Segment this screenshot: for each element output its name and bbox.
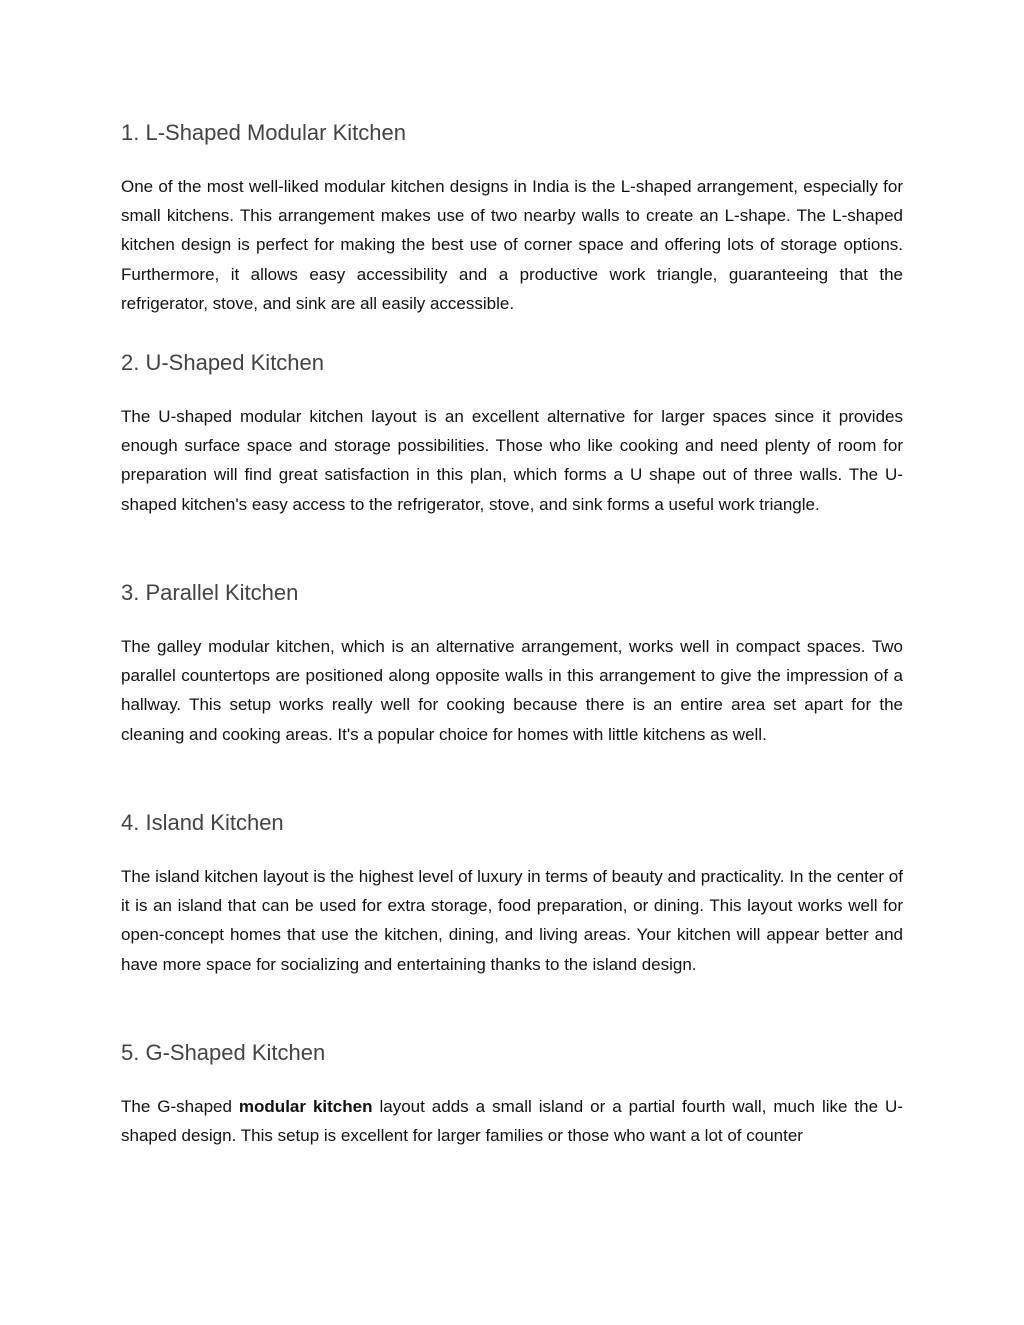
bold-keyword-modular-kitchen: modular kitchen	[238, 1097, 373, 1116]
section-paragraph: One of the most well-liked modular kitchen designs in India is the L-shaped arrangement, especially for small kitchens. This arrangement makes use of two nearby walls to create an L-shape. The L-shaped kitchen design is perfect for making the best use of corner space and offering lots of storage options. Furthermore, it allows easy accessibility and a productive work triangle, guaranteeing that the refrigerator, stove, and sink are all easily accessible.	[121, 177, 903, 313]
section-island	[121, 809, 903, 979]
section-paragraph: The galley modular kitchen, which is an alternative arrangement, works well in compact spaces. Two parallel countertops are positioned along opposite walls in this arrangement to give the impression of a hallway. This setup works really well for cooking because there is an entire area set apart for the cleaning and cooking areas. It's a popular choice for homes with little kitchens as well.	[121, 637, 903, 744]
section-heading: 3. Parallel Kitchen	[121, 580, 299, 605]
section-u-shaped	[121, 349, 903, 519]
section-heading: 2. U-Shaped Kitchen	[121, 350, 325, 375]
section-heading: 1. L-Shaped Modular Kitchen	[121, 120, 406, 145]
section-g-shaped	[121, 1039, 903, 1150]
section-heading: 4. Island Kitchen	[121, 810, 284, 835]
section-paragraph	[121, 1092, 903, 1150]
section-heading: 5. G-Shaped Kitchen	[121, 1040, 326, 1065]
section-parallel	[121, 579, 903, 749]
section-l-shaped	[121, 119, 903, 318]
section-paragraph: The island kitchen layout is the highest level of luxury in terms of beauty and practicality. In the center of it is an island that can be used for extra storage, food preparation, or dining. This layout works well for open-concept homes that use the kitchen, dining, and living areas. Your kitchen will appear better and have more space for socializing and entertaining thanks to the island design.	[121, 867, 903, 974]
paragraph-text-start: The G-shaped	[121, 1097, 239, 1116]
section-paragraph: The U-shaped modular kitchen layout is an excellent alternative for larger spaces since it provides enough surface space and storage possibilities. Those who like cooking and need plenty of room for preparation will find great satisfaction in this plan, which forms a U shape out of three walls. The U-shaped kitchen's easy access to the refrigerator, stove, and sink forms a useful work triangle.	[121, 407, 903, 514]
paragraph-text-end: layout adds a small island or a partial fourth wall, much like the U-shaped design. This setup is excellent for larger families or those who want a lot of counter	[121, 1097, 903, 1146]
